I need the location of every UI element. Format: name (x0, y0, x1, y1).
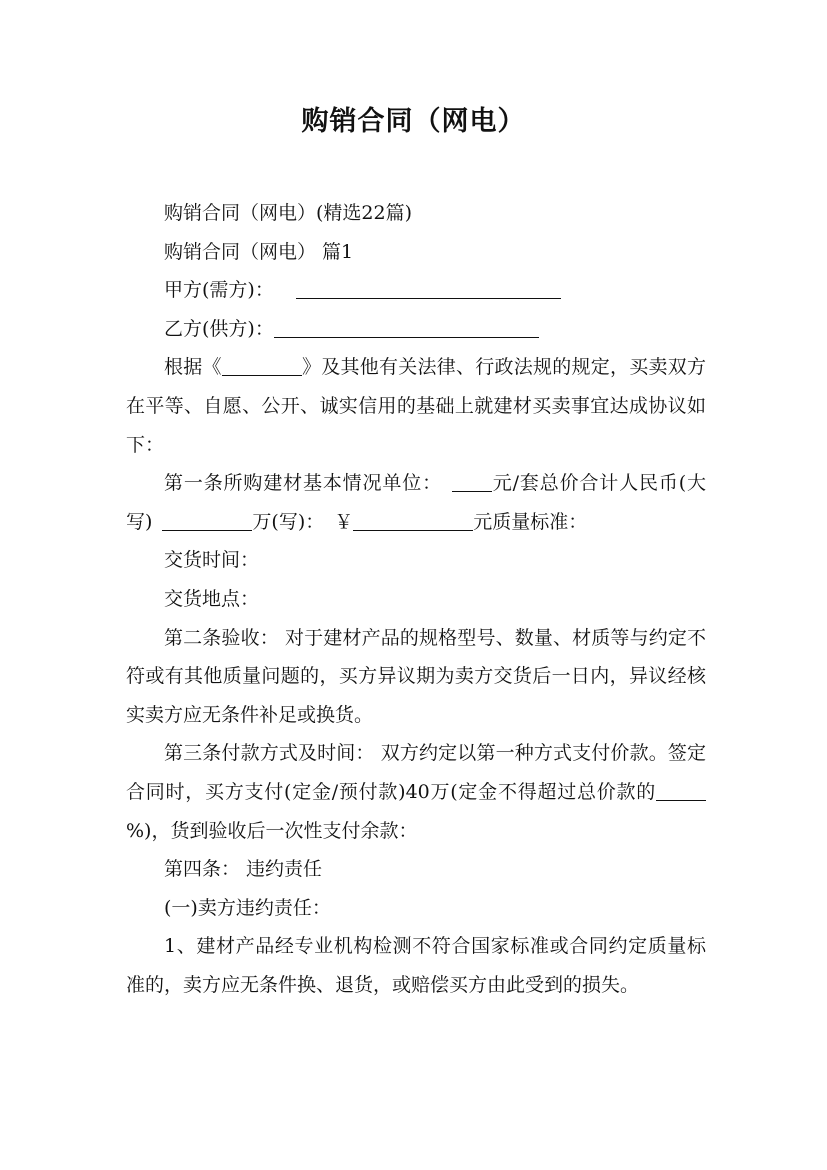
paragraph-text: 第四条： 违约责任 (164, 858, 323, 881)
paragraph-text: 万(写)： (252, 510, 325, 533)
paragraph-text: 第一条所购建材基本情况单位： (164, 472, 442, 495)
paragraph-basis (126, 348, 706, 464)
paragraph-delivery-place (126, 580, 706, 619)
paragraph-text: 购销合同（网电） 篇1 (164, 240, 354, 263)
paragraph-party-b (126, 310, 706, 349)
deposit-percent-blank (656, 779, 706, 801)
paragraph-subtitle (126, 194, 706, 233)
paragraph-text: 交货地点： (164, 587, 260, 610)
law-name-blank (222, 354, 302, 376)
paragraph-text: 元/套总价合计人民币(大写) (126, 472, 706, 533)
party-b-label: 乙方(供方)： (164, 317, 274, 340)
party-b-blank (274, 316, 539, 338)
paragraph-text: %)，货到验收后一次性支付余款： (126, 819, 418, 842)
paragraph-article-1 (126, 464, 706, 541)
yuan-symbol: ￥ (334, 510, 354, 533)
paragraph-article-4 (126, 850, 706, 889)
paragraph-party-a (126, 271, 706, 310)
document-title: 购销合同（网电） (301, 106, 526, 137)
paragraph-article-2 (126, 619, 706, 735)
paragraph-text: 》及其他有关法律、行政法规的规定，买卖双方在平等、自愿、公开、诚实信用的基础上就建材买卖事宜达成协议如下： (126, 356, 706, 456)
paragraph-text: 交货时间： (164, 549, 260, 572)
paragraph-text: 第三条付款方式及时间： 双方约定以第一种方式支付价款。签定合同时，买方支付(定金/预付款)40万(定金不得超过总价款的 (126, 742, 706, 803)
paragraph-section-heading (126, 233, 706, 272)
party-a-blank (296, 277, 561, 299)
amount-uppercase-blank (162, 509, 252, 531)
paragraph-text: (一)卖方违约责任： (164, 896, 331, 919)
paragraph-text: 购销合同（网电）(精选22篇) (164, 202, 413, 224)
paragraph-article-3 (126, 734, 706, 850)
paragraph-text: 1、建材产品经专业机构检测不符合国家标准或合同约定质量标准的，卖方应无条件换、退货，或赔偿买方由此受到的损失。 (126, 935, 706, 996)
amount-numeric-blank (353, 509, 473, 531)
paragraph-delivery-time (126, 541, 706, 580)
document-body (126, 194, 706, 1004)
paragraph-text: 根据《 (164, 356, 222, 379)
party-a-label: 甲方(需方)： (164, 279, 274, 302)
paragraph-text: 第二条验收： 对于建材产品的规格型号、数量、材质等与约定不符或有其他质量问题的，买方异议期为卖方交货后一日内，异议经核实卖方应无条件补足或换货。 (126, 626, 706, 726)
unit-price-blank (452, 470, 492, 492)
paragraph-seller-liability (126, 889, 706, 928)
paragraph-text: 元质量标准： (473, 510, 588, 533)
paragraph-item-1 (126, 927, 706, 1004)
